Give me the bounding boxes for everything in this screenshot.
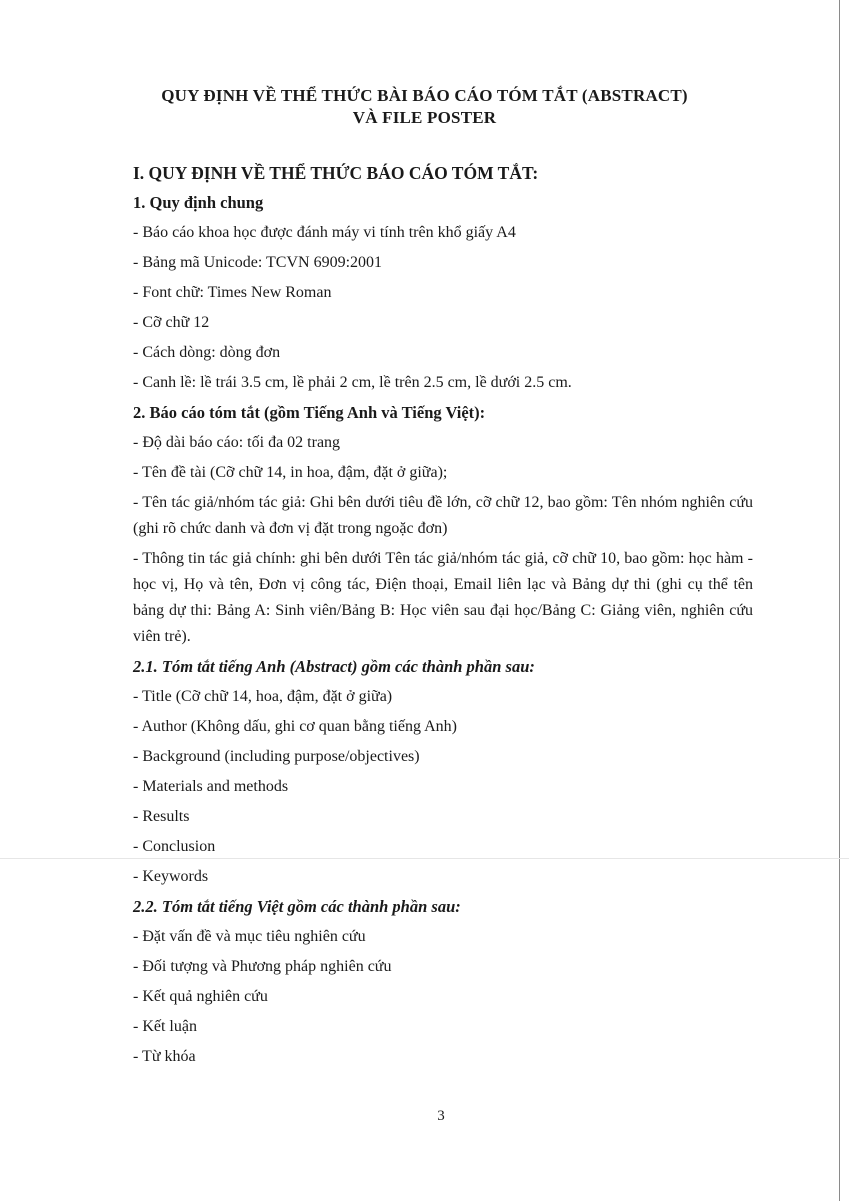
list-item: - Font chữ: Times New Roman xyxy=(133,284,332,301)
list-item: - Keywords xyxy=(133,868,209,885)
list-item: - Thông tin tác giả chính: ghi bên dưới Tên tác giả/nhóm tác giả, cỡ chữ 10, bao gồm: học hàm - học vị, Họ và tên, Đơn vị công tác, Điện thoại, Email liên lạc và Bảng dự thi (ghi cụ thể tên bảng dự thi: Bảng A: Sinh viên/Bảng B: Học viên sau đại học/Bảng C: Giảng viên, nghiên cứu viên trẻ). xyxy=(133,550,753,645)
list-item: - Background (including purpose/objectives) xyxy=(133,748,420,765)
list-item: - Cỡ chữ 12 xyxy=(133,314,210,331)
subsection-heading-general: 1. Quy định chung xyxy=(133,193,264,212)
page-number: 3 xyxy=(437,1108,445,1124)
section-heading: I. QUY ĐỊNH VỀ THỂ THỨC BÁO CÁO TÓM TẮT: xyxy=(133,163,539,183)
subsection-heading-summary: 2. Báo cáo tóm tắt (gồm Tiếng Anh và Tiếng Việt): xyxy=(133,403,486,422)
list-item: - Cách dòng: dòng đơn xyxy=(133,344,281,361)
list-item: - Bảng mã Unicode: TCVN 6909:2001 xyxy=(133,254,383,271)
list-item: - Results xyxy=(133,808,190,825)
list-item: - Đối tượng và Phương pháp nghiên cứu xyxy=(133,958,392,975)
list-item: - Đặt vấn đề và mục tiêu nghiên cứu xyxy=(133,928,366,945)
list-item: - Kết quả nghiên cứu xyxy=(133,988,268,1005)
list-item: - Materials and methods xyxy=(133,778,289,795)
document-body xyxy=(133,158,753,1072)
list-item: - Kết luận xyxy=(133,1018,197,1035)
list-item: - Canh lề: lề trái 3.5 cm, lề phải 2 cm, lề trên 2.5 cm, lề dưới 2.5 cm. xyxy=(133,374,572,391)
list-item: - Title (Cỡ chữ 14, hoa, đậm, đặt ở giữa) xyxy=(133,688,393,705)
subsection-heading-english: 2.1. Tóm tắt tiếng Anh (Abstract) gồm các thành phần sau: xyxy=(133,657,535,676)
list-item: - Author (Không dấu, ghi cơ quan bằng tiếng Anh) xyxy=(133,718,457,735)
list-item: - Độ dài báo cáo: tối đa 02 trang xyxy=(133,434,341,451)
list-item: - Báo cáo khoa học được đánh máy vi tính trên khổ giấy A4 xyxy=(133,224,516,241)
subsection-heading-vietnamese: 2.2. Tóm tắt tiếng Việt gồm các thành phần sau: xyxy=(133,897,461,916)
scan-edge xyxy=(839,0,840,1201)
list-item: - Conclusion xyxy=(133,838,216,855)
list-item: - Từ khóa xyxy=(133,1048,196,1065)
list-item: - Tên tác giả/nhóm tác giả: Ghi bên dưới tiêu đề lớn, cỡ chữ 12, bao gồm: Tên nhóm nghiên cứu (ghi rõ chức danh và đơn vị đặt trong ngoặc đơn) xyxy=(133,494,753,537)
document-title-line1: QUY ĐỊNH VỀ THỂ THỨC BÀI BÁO CÁO TÓM TẮT (ABSTRACT) xyxy=(161,86,688,105)
list-item: - Tên đề tài (Cỡ chữ 14, in hoa, đậm, đặt ở giữa); xyxy=(133,464,448,481)
document-title-line2: VÀ FILE POSTER xyxy=(352,108,497,127)
